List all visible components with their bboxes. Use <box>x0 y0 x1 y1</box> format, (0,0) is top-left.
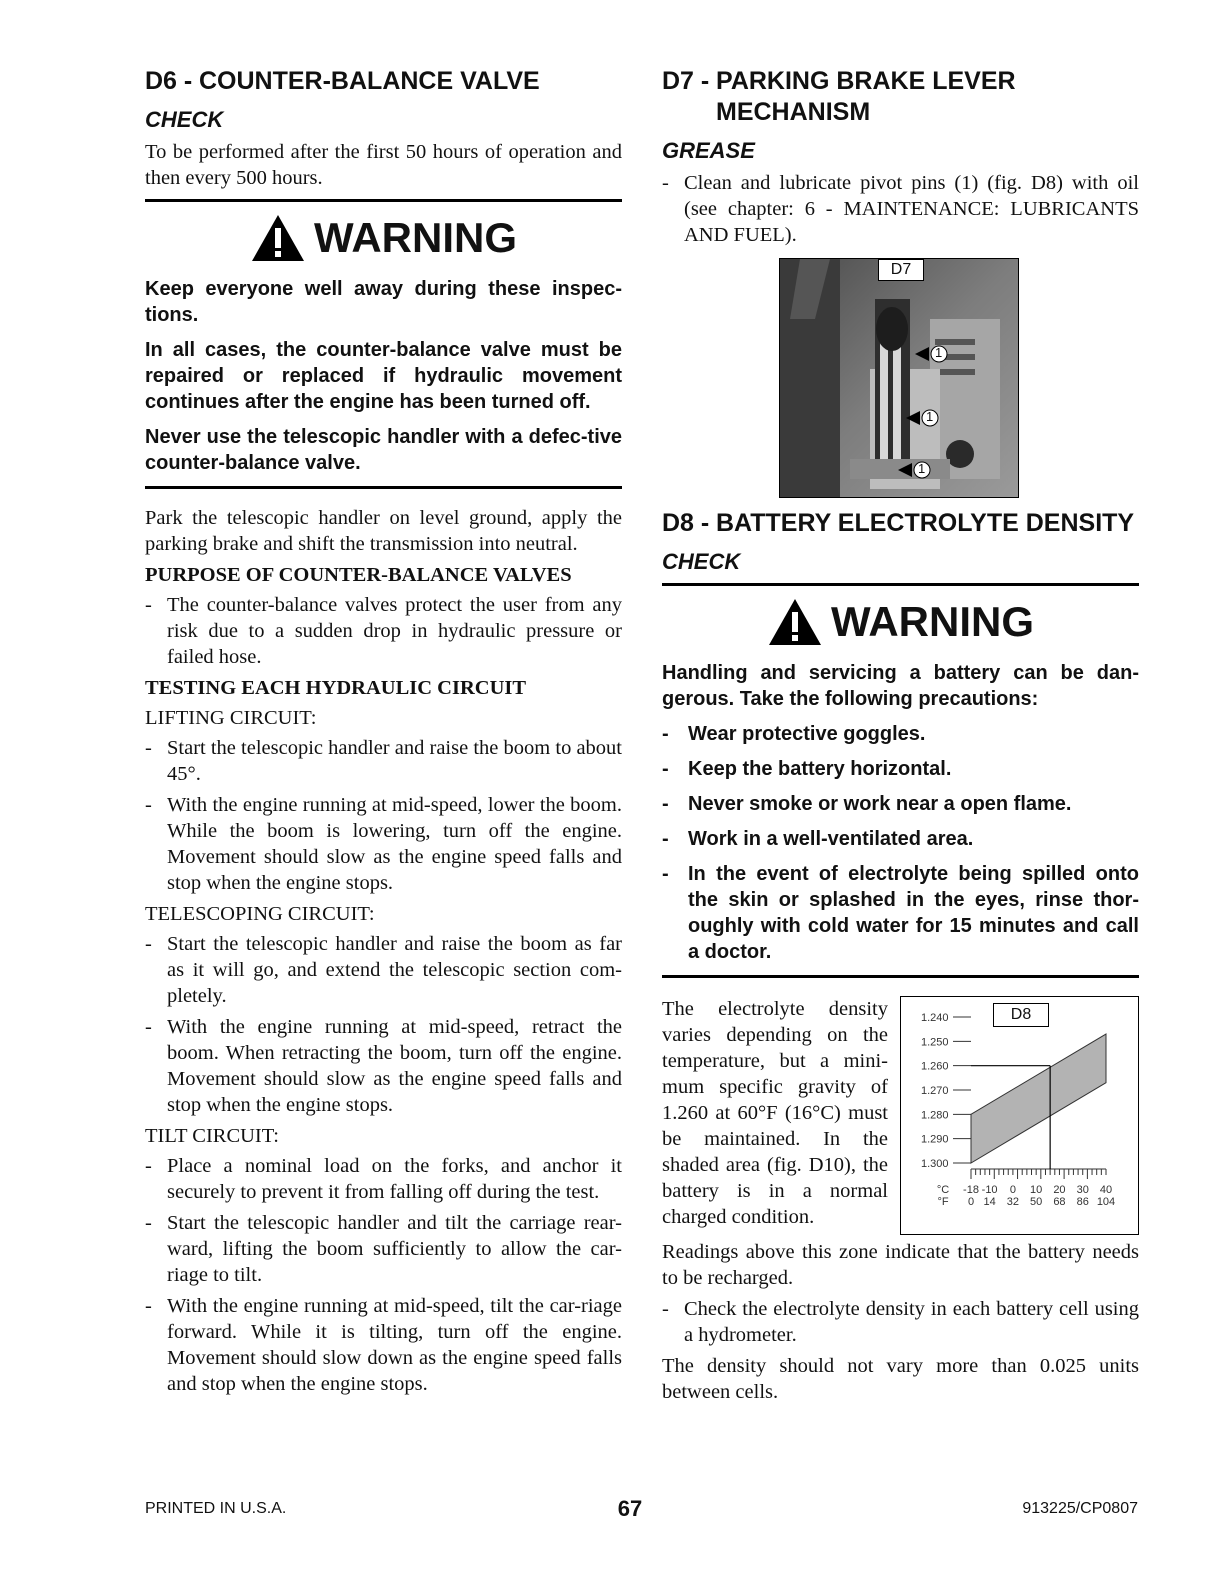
telescoping-heading: TELESCOPING CIRCUIT: <box>145 903 375 925</box>
y-tick-label: 1.240 <box>921 1012 949 1024</box>
x-tick-label-f: 32 <box>1006 1196 1020 1208</box>
x-tick-label-c: -18 <box>963 1184 979 1196</box>
list-item: - The counter-balance valves protect the user from any risk due to a sudden drop in hydraulic pressure or failed hose. <box>145 594 622 668</box>
x-tick-label-c: °C <box>936 1184 950 1196</box>
y-tick-label: 1.250 <box>921 1036 949 1049</box>
warning-title: WARNING <box>314 214 517 261</box>
density-section <box>662 996 1139 1235</box>
callout-number: 1 <box>918 461 926 476</box>
x-tick-label-c: 40 <box>1099 1184 1113 1196</box>
y-tick-label: 1.280 <box>921 1109 949 1122</box>
x-tick-label-f: 104 <box>1096 1196 1116 1208</box>
density-chart <box>900 996 1139 1235</box>
shaded-band <box>971 1034 1106 1163</box>
x-tick-label-f: °F <box>937 1196 949 1208</box>
warning-text: Handling and servicing a battery can be dan-gerous. Take the following precautions: <box>662 662 1139 710</box>
y-tick-label: 1.260 <box>921 1060 949 1073</box>
section-heading-d6: D6 - COUNTER-BALANCE VALVE <box>145 67 540 95</box>
readings-text: Readings above this zone indicate that the battery needs to be recharged. <box>662 1241 1139 1289</box>
check-subheading: CHECK <box>145 107 224 132</box>
x-tick-label-c: 30 <box>1076 1184 1089 1196</box>
x-tick-label-c: -10 <box>981 1184 998 1196</box>
section-heading-d7: D7 - PARKING BRAKE LEVER MECHANISM <box>662 67 1016 126</box>
list-item: - With the engine running at mid-speed, lower the boom. While the boom is lowering, turn off the engine. Movement should slow as the engine speed falls and stop when the engine stops. <box>145 794 622 894</box>
x-tick-label-f: 50 <box>1030 1196 1043 1208</box>
purpose-heading: PURPOSE OF COUNTER-BALANCE VALVES <box>145 564 572 586</box>
parking-brake-photo <box>779 258 1019 498</box>
warning-item: - Never smoke or work near a open flame. <box>662 793 1072 815</box>
divider <box>662 975 1139 978</box>
divider <box>662 583 1139 586</box>
list-item: - Start the telescopic handler and raise the boom as far as it will go, and extend the telescopic section com-pletely. <box>145 933 622 1007</box>
warning-text: Keep everyone well away during these inspec-tions. <box>145 278 622 326</box>
tilt-heading: TILT CIRCUIT: <box>145 1125 279 1147</box>
warning-triangle-icon <box>250 213 306 263</box>
warning-item: - In the event of electrolyte being spilled onto the skin or splashed in the eyes, rinse thor-oughly with cold water for 15 minutes and call a doctor. <box>662 863 1139 963</box>
check-subheading: CHECK <box>662 549 741 574</box>
lifting-heading: LIFTING CIRCUIT: <box>145 707 317 729</box>
callout-number: 1 <box>926 409 934 424</box>
x-tick-label-f: 86 <box>1076 1196 1089 1208</box>
testing-heading: TESTING EACH HYDRAULIC CIRCUIT <box>145 677 527 699</box>
density-chart-svg <box>901 997 1138 1234</box>
page-number: 67 <box>617 1496 643 1521</box>
list-item: - Check the electrolyte density in each battery cell using a hydrometer. <box>662 1298 1139 1346</box>
grease-subheading: GREASE <box>662 138 755 163</box>
park-text: Park the telescopic handler on level ground, apply the parking brake and shift the transmission into neutral. <box>145 507 622 555</box>
warning-banner <box>145 206 622 270</box>
warning-item: - Keep the battery horizontal. <box>662 758 952 780</box>
warning-item: - Wear protective goggles. <box>662 723 926 745</box>
footer-printed: PRINTED IN U.S.A. <box>145 1500 287 1517</box>
figure-label-d7: D7 <box>878 259 924 281</box>
warning-title: WARNING <box>831 598 1034 645</box>
section-heading-d8: D8 - BATTERY ELECTROLYTE DENSITY <box>662 509 1135 537</box>
figure-label-d8: D8 <box>993 1003 1049 1027</box>
list-item: - With the engine running at mid-speed, tilt the car-riage forward. While it is tilting, turn off the engine. Movement should slow down as the engine speed falls and stop when the engine stops. <box>145 1295 622 1395</box>
callout-marker <box>906 409 940 432</box>
warning-text: In all cases, the counter-balance valve must be repaired or replaced if hydraulic movement continues after the engine has been turned off. <box>145 339 622 413</box>
left-column <box>145 62 622 1402</box>
x-tick-label-f: 0 <box>967 1196 975 1208</box>
x-tick-label-f: 68 <box>1053 1196 1066 1208</box>
y-tick-label: 1.290 <box>921 1133 949 1146</box>
divider <box>145 486 622 489</box>
list-item: - Start the telescopic handler and raise the boom to about 45°. <box>145 737 622 785</box>
y-tick-label: 1.300 <box>921 1158 949 1170</box>
intro-text: To be performed after the first 50 hours of operation and then every 500 hours. <box>145 141 622 189</box>
warning-text: Never use the telescopic handler with a defec-tive counter-balance valve. <box>145 426 622 474</box>
x-tick-label-c: 0 <box>1009 1184 1016 1196</box>
density-text: The electrolyte density varies depending on the temperature, but a mini-mum specific gravity of 1.260 at 60°F (16°C) must be maintained. In the shaded area (fig. D10), the battery is in a normal charged condition. <box>662 998 888 1228</box>
y-tick-label: 1.270 <box>921 1085 949 1097</box>
callout-marker <box>898 461 932 484</box>
callout-marker <box>915 345 949 368</box>
final-text: The density should not vary more than 0.025 units between cells. <box>662 1355 1139 1403</box>
x-tick-label-f: 14 <box>983 1196 996 1208</box>
warning-banner <box>662 590 1139 654</box>
density-text-block <box>662 996 888 1235</box>
list-item: - Start the telescopic handler and tilt the carriage rear-ward, lifting the boom sufficiently to allow the car-riage to tilt. <box>145 1212 622 1286</box>
x-tick-label-c: 10 <box>1030 1184 1043 1196</box>
callout-number: 1 <box>935 345 943 360</box>
list-item: - Place a nominal load on the forks, and anchor it securely to prevent it from falling off during the test. <box>145 1155 622 1203</box>
warning-item: - Work in a well-ventilated area. <box>662 828 974 850</box>
divider <box>145 199 622 202</box>
footer-doc-code: 913225/CP0807 <box>1022 1500 1138 1517</box>
list-item: - Clean and lubricate pivot pins (1) (fig. D8) with oil (see chapter: 6 - MAINTENANCE: LUBRICANTS AND FUEL). <box>662 172 1139 246</box>
right-column <box>662 62 1139 1410</box>
warning-triangle-icon <box>767 597 823 647</box>
list-item: - With the engine running at mid-speed, retract the boom. When retracting the boom, turn off the engine. Movement should slow as the engine speed falls and stop when the engine stops. <box>145 1016 622 1116</box>
x-tick-label-c: 20 <box>1053 1184 1066 1196</box>
